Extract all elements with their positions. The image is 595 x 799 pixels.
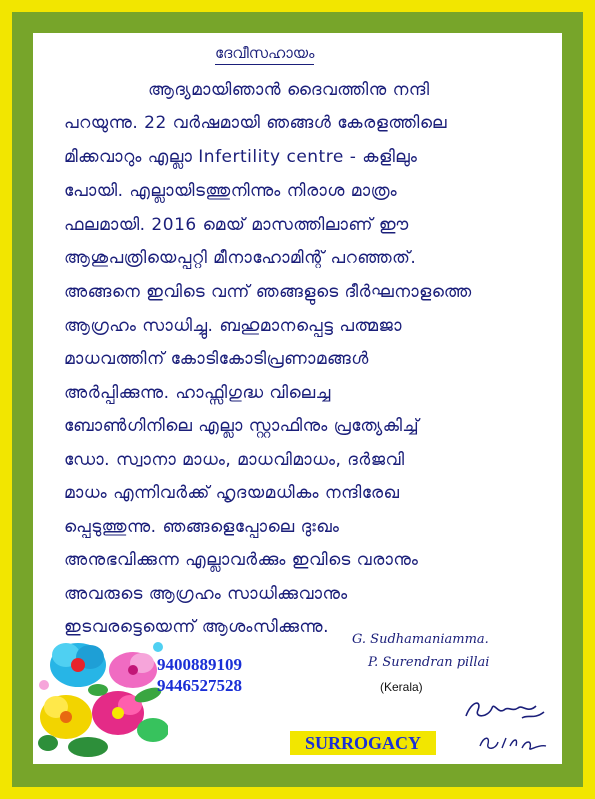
letter-line: ഫലമായി. 2016 മെയ് മാസത്തിലാണ് ഈ (64, 215, 409, 235)
letter-title: ദേവീസഹായം (215, 44, 314, 65)
letter-line: ആദ്യമായിഞാൻ ദൈവത്തിനു നന്ദി (148, 80, 430, 100)
letter-line: അർപ്പിക്കുന്നു. ഹാഫ്സിഗുദ്ധ വിലെച്ച (64, 383, 331, 403)
letter-line: പ്പെടുത്തുന്നു. ഞങ്ങളെപ്പോലെ ദുഃഖം (64, 517, 340, 537)
letter-line: മിക്കവാറും എല്ലാ Infertility centre - കളിലും (64, 147, 418, 167)
signatory-name-1: G. Sudhamaniamma. (352, 632, 489, 647)
location-label: (Kerala) (380, 680, 423, 694)
letter-line: ബോൺഗിനിലെ എല്ലാ സ്റ്റാഫിനും പ്രത്യേകിച്ച് (64, 416, 420, 436)
phone-number-1[interactable]: 9400889109 (157, 655, 242, 674)
letter-line: പോയി. എല്ലായിടത്തുനിന്നും നിരാശ മാത്രം (64, 181, 398, 201)
signature-pillai (476, 730, 556, 754)
signatory-name-2: P. Surendran pillai (368, 655, 490, 670)
letter-line: ആശുപത്രിയെപ്പറ്റി മീനാഹോമിന്റ് പറഞ്ഞത്. (64, 248, 417, 268)
letter-line: ഡോ. സ്വാനാ മാധം, മാധവിമാധം, ദർജവി (64, 450, 405, 470)
letter-line: ഇടവരട്ടെയെന്ന് ആശംസിക്കുന്നു. (64, 617, 329, 637)
hibiscus-flowers-illustration (38, 635, 168, 760)
letter-line: അവരുടെ ആഗ്രഹം സാധിക്കുവാനും (64, 584, 348, 604)
signature-sudha (462, 696, 552, 724)
surrogacy-badge: SURROGACY (290, 731, 436, 755)
letter-line: അനുഭവിക്കുന്ന എല്ലാവർക്കും ഇവിടെ വരാനും (64, 550, 419, 570)
letter-line: മാധം എന്നിവർക്ക് ഹൃദയമധികം നന്ദിരേഖ (64, 483, 400, 503)
letter-line: പറയുന്നു. 22 വർഷമായി ഞങ്ങൾ കേരളത്തിലെ (64, 113, 447, 133)
letter-line: ആഗ്രഹം സാധിച്ചു. ബഹുമാനപ്പെട്ട പത്മജാ (64, 316, 402, 336)
phone-number-2[interactable]: 9446527528 (157, 676, 242, 695)
letter-line: മാധവത്തിന് കോടികോടിപ്രണാമങ്ങൾ (64, 349, 369, 369)
letter-line: അങ്ങനെ ഇവിടെ വന്ന് ഞങ്ങളുടെ ദീർഘനാളത്തെ (64, 282, 472, 302)
